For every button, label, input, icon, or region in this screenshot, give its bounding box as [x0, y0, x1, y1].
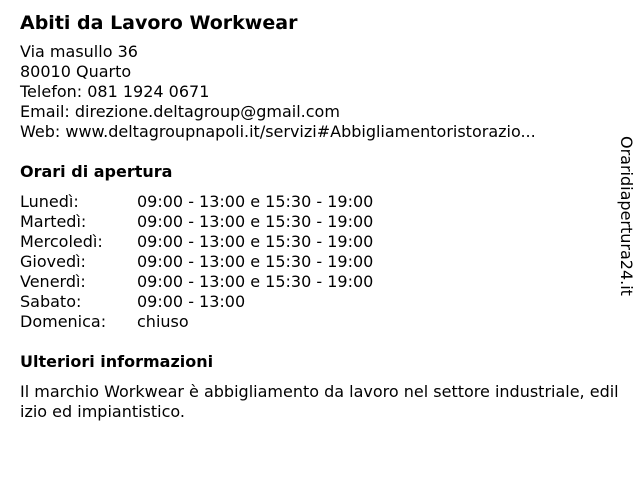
email-address[interactable]: Email: direzione.deltagroup@gmail.com — [20, 102, 340, 121]
day-label: Giovedì: — [20, 252, 86, 271]
additional-info-text: Il marchio Workwear è abbigliamento da lavoro nel settore industriale, edilizio ed impiantistico. — [20, 382, 619, 421]
day-label: Sabato: — [20, 292, 82, 311]
hours-row-friday — [20, 272, 620, 292]
phone-number[interactable]: Telefon: 081 1924 0671 — [20, 82, 210, 101]
hours-row-wednesday — [20, 232, 620, 252]
business-name: Abiti da Lavoro Workwear — [20, 12, 298, 34]
hours-row-thursday — [20, 252, 620, 272]
address-street: Via masullo 36 — [20, 42, 138, 61]
day-label: Mercoledì: — [20, 232, 103, 251]
time-value: chiuso — [137, 312, 189, 331]
website-link[interactable]: Web: www.deltagroupnapoli.it/servizi#Abbigliamentoristorazio... — [20, 122, 536, 141]
hours-row-tuesday — [20, 212, 620, 232]
time-value: 09:00 - 13:00 — [137, 292, 246, 311]
hours-row-monday — [20, 192, 620, 212]
day-label: Venerdì: — [20, 272, 86, 291]
business-card — [20, 10, 620, 422]
address-city: 80010 Quarto — [20, 62, 132, 81]
day-label: Martedì: — [20, 212, 87, 231]
time-value: 09:00 - 13:00 e 15:30 - 19:00 — [137, 192, 374, 211]
day-label: Domenica: — [20, 312, 107, 331]
time-value: 09:00 - 13:00 e 15:30 - 19:00 — [137, 232, 374, 251]
hours-row-saturday — [20, 292, 620, 312]
time-value: 09:00 - 13:00 e 15:30 - 19:00 — [137, 272, 374, 291]
opening-hours-heading: Orari di apertura — [20, 162, 173, 181]
time-value: 09:00 - 13:00 e 15:30 - 19:00 — [137, 252, 374, 271]
opening-hours-table — [20, 192, 620, 332]
additional-info-heading: Ulteriori informazioni — [20, 352, 214, 371]
site-watermark: Oraridiapertura24.it — [617, 136, 636, 296]
time-value: 09:00 - 13:00 e 15:30 - 19:00 — [137, 212, 374, 231]
hours-row-sunday — [20, 312, 620, 332]
day-label: Lunedì: — [20, 192, 79, 211]
